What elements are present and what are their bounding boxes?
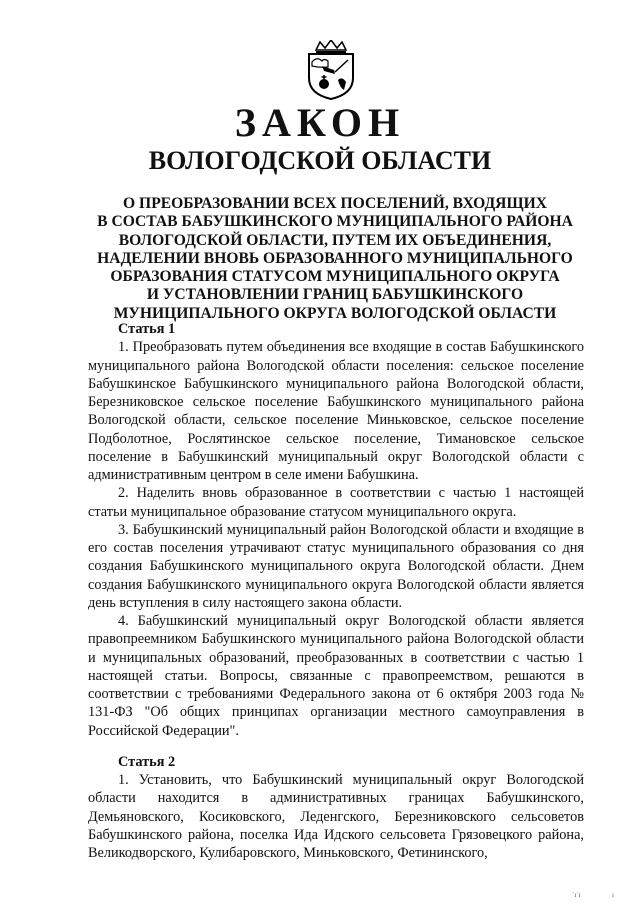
article-1-title: Статья 1 [118, 321, 176, 337]
document-subtitle: ВОЛОГОДСКОЙ ОБЛАСТИ [148, 146, 492, 175]
heading-line: НАДЕЛЕНИИ ВНОВЬ ОБРАЗОВАННОГО МУНИЦИПАЛЬНОГО [97, 249, 573, 267]
article-1-paragraph-2: 2. Наделить вновь образованное в соответствии с частью 1 настоящей статьи муниципальное образование статусом муниципального округа. [88, 485, 584, 520]
document-body [88, 320, 584, 862]
vologda-coat-of-arms-icon [302, 40, 360, 100]
article-2-title: Статья 2 [118, 753, 176, 770]
heading-line: О ПРЕОБРАЗОВАНИИ ВСЕХ ПОСЕЛЕНИЙ, ВХОДЯЩИХ [123, 195, 547, 212]
article-1-paragraph-4: 4. Бабушкинский муниципальный округ Вологодской области является правопреемником Бабушкинского муниципального района Вологодской области и муниципальных образований, преобразованных в соответствии с частью 1 настоящей статьи. Вопросы, связанные с правопреемством, решаются в соответствии с требованиями Федерального закона от 6 октября 2003 года № 131-ФЗ "Об общих принципах организации местного самоуправления в Российской Федерации". [88, 613, 584, 739]
article-2-paragraph-1: 1. Установить, что Бабушкинский муниципальный округ Вологодской области находится в административных границах Бабушкинского, Демьяновского, Косиковского, Леденгского, Березниковского сельсоветов Бабушкинского района, поселка Ида Идского сельсовета Грязовецкого района, Великодворского, Кулибаровского, Миньковского, Фетининского, [88, 772, 584, 861]
heading-line: ВОЛОГОДСКОЙ ОБЛАСТИ, ПУТЕМ ИХ ОБЪЕДИНЕНИЯ, [118, 231, 552, 249]
coat-of-arms-emblem [302, 40, 360, 100]
heading-line: В СОСТАВ БАБУШКИНСКОГО МУНИЦИПАЛЬНОГО РАЙОНА [97, 213, 573, 231]
document-title: ЗАКОН [234, 100, 406, 145]
article-1-paragraph-1: 1. Преобразовать путем объединения все входящие в состав Бабушкинского муниципального района Вологодской области поселения: сельское поселение Бабушкинское Бабушкинского муниципального района Вологодской области, Березниковское сельское поселение Бабушкинского муниципального района Вологодской области, сельское поселение Миньковское, сельское поселение Подболотное, Рослятинское сельское поселение, Тимановское сельское поселение в Бабушкинский муниципальный округ Вологодской области с административным центром в селе имени Бабушкина. [88, 339, 584, 483]
footer-mark: ˙ı˙ı [572, 891, 581, 899]
heading-line: ОБРАЗОВАНИЯ СТАТУСОМ МУНИЦИПАЛЬНОГО ОКРУГА [110, 268, 560, 286]
article-1-paragraph-3: 3. Бабушкинский муниципальный район Вологодской области и входящие в его состав поселения утрачивают статус муниципального образования со дня создания Бабушкинского муниципального округа Вологодской области. Днем создания Бабушкинского муниципального округа Вологодской области является день вступления в силу настоящего закона области. [88, 521, 584, 611]
heading-line: И УСТАНОВЛЕНИИ ГРАНИЦ БАБУШКИНСКОГО [146, 286, 524, 304]
law-heading [70, 195, 600, 323]
heading-line: МУНИЦИПАЛЬНОГО ОКРУГА ВОЛОГОДСКОЙ ОБЛАСТИ [113, 304, 557, 322]
footer-mark: ı [612, 891, 614, 899]
